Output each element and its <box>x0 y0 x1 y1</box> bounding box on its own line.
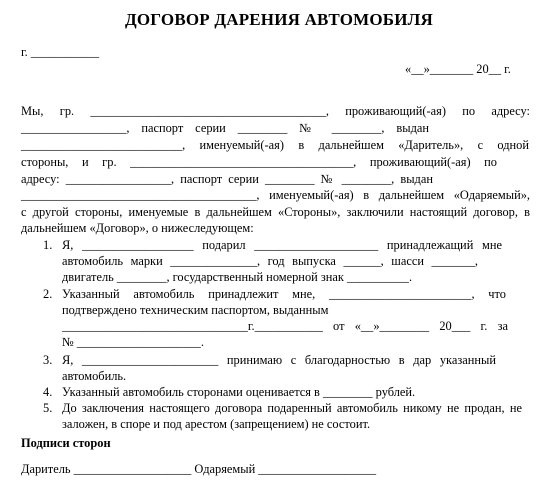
item-number-3: 3. <box>43 353 53 367</box>
preamble-line-8: дальнейшем «Договор», о нижеследующем: <box>21 221 254 235</box>
preamble-line-1: Мы, гр. ______________________________________, проживающий(-ая) по адресу: <box>21 104 530 118</box>
document-title: ДОГОВОР ДАРЕНИЯ АВТОМОБИЛЯ <box>124 10 433 29</box>
preamble-line-7: с другой стороны, именуемые в дальнейшем «Стороны», заключили настоящий договор, в <box>21 205 530 219</box>
item-5-line-2: заложен, в споре и под арестом (запрещением) не состоит. <box>62 417 371 431</box>
item-2-line-3: ______________________________г.___________ от «__»________ 20___ г. за <box>62 319 508 333</box>
date-field: «__»_______ 20__ г. <box>405 62 511 76</box>
item-2-line-4: № ____________________. <box>62 335 204 349</box>
item-1-line-1: Я, __________________ подарил ____________________ принадлежащий мне <box>62 238 502 252</box>
item-4-line-1: Указанный автомобиль сторонами оценивается в ________ рублей. <box>62 385 416 399</box>
item-1-line-3: двигатель ________, государственный номерной знак __________. <box>62 270 413 284</box>
preamble-line-4: стороны, и гр. ____________________________________, проживающий(-ая) по <box>21 155 497 169</box>
preamble-line-6: ______________________________________, именуемый(-ая) в дальнейшем «Одаряемый», <box>21 188 530 202</box>
preamble-line-5: адресу: _________________, паспорт серии ________ № ________, выдан <box>21 172 433 186</box>
item-number-2: 2. <box>43 287 53 301</box>
item-2-line-1: Указанный автомобиль принадлежит мне, _______________________, что <box>62 287 506 301</box>
city-field: г. ___________ <box>21 45 100 59</box>
item-number-1: 1. <box>43 238 53 252</box>
item-3-line-2: автомобиль. <box>62 369 127 383</box>
item-5-line-1: До заключения настоящего договора подаренный автомобиль никому не продан, не <box>62 401 522 415</box>
preamble-line-3: __________________________, именуемый(-ая) в дальнейшем «Даритель», с одной <box>21 138 529 152</box>
signatures-line: Даритель ___________________ Одаряемый ___________________ <box>21 462 377 476</box>
item-number-5: 5. <box>43 401 53 415</box>
signatures-heading: Подписи сторон <box>21 436 111 450</box>
item-1-line-2: автомобиль марки ______________, год выпуска ______, шасси _______, <box>62 254 478 268</box>
preamble-line-2: _________________, паспорт серии ________ № ________, выдан <box>21 121 429 135</box>
item-3-line-1: Я, ______________________ принимаю с благодарностью в дар указанный <box>62 353 496 367</box>
item-number-4: 4. <box>43 385 53 399</box>
item-2-line-2: подтверждено техническим паспортом, выданным <box>62 303 329 317</box>
